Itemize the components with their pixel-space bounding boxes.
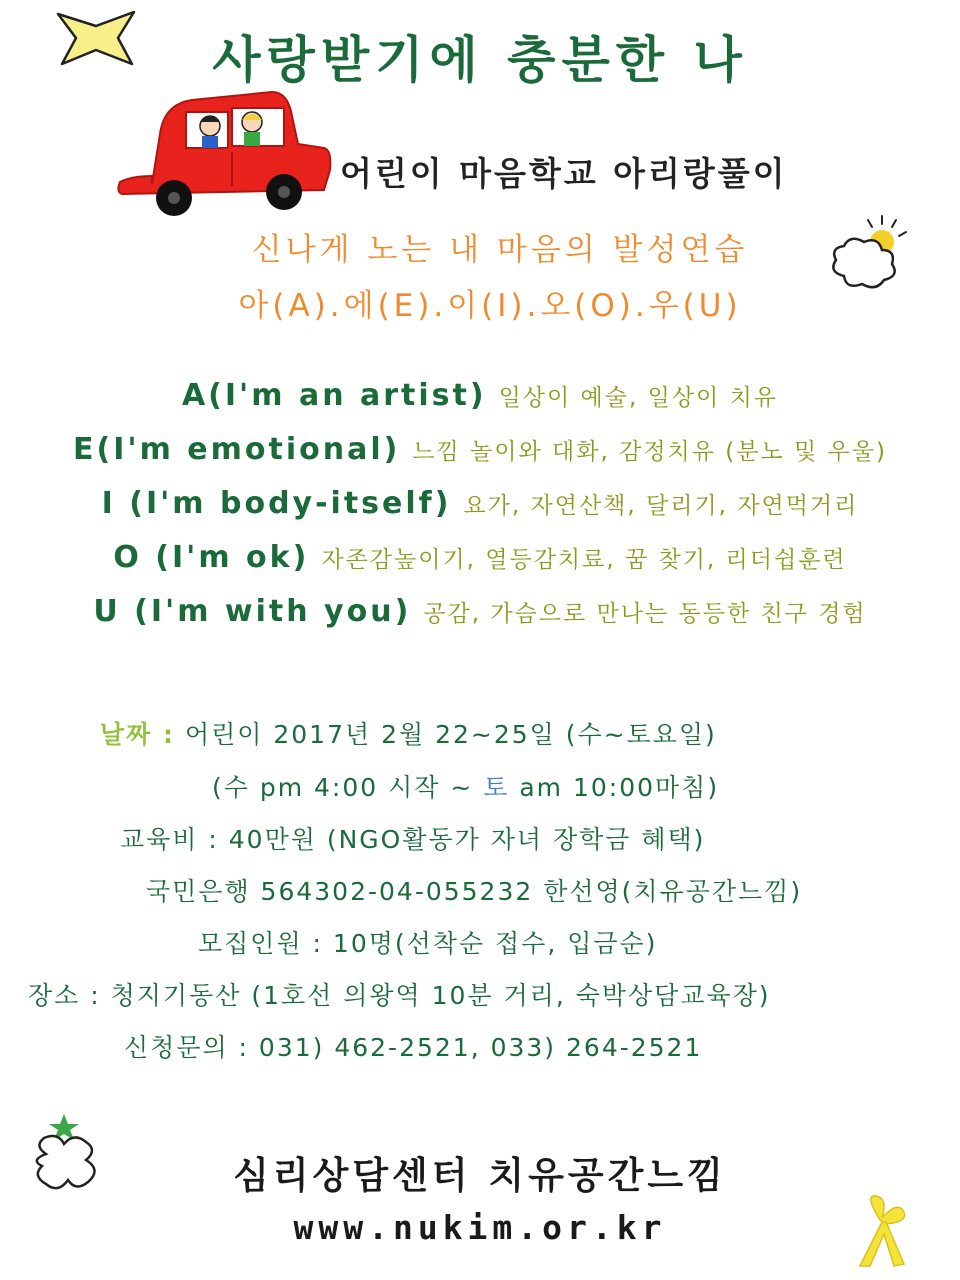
program-row-e xyxy=(0,432,960,467)
date-line xyxy=(100,715,717,751)
program-key: U (I'm with you) xyxy=(93,594,412,629)
program-row-a xyxy=(0,378,960,413)
date-value: 어린이 2017년 2월 22~25일 (수~토요일) xyxy=(184,720,717,749)
star-highlight xyxy=(483,768,509,804)
time-line xyxy=(212,768,719,804)
orange-slogan-line: 신나게 노는 내 마음의 발성연습 xyxy=(251,232,749,268)
subtitle: 어린이 마음학교 아리랑풀이 xyxy=(340,154,788,193)
program-desc: 자존감높이기, 열등감치료, 꿈 찾기, 리더쉽훈련 xyxy=(321,547,847,573)
time-start: (수 pm 4:00 시작 ~ xyxy=(212,773,484,802)
program-desc: 느낌 놀이와 대화, 감정치유 (분노 및 우울) xyxy=(412,439,887,465)
poster-title: 사랑받기에 충분한 나 xyxy=(212,31,748,89)
recruit-line: 모집인원 : 10명(선착순 접수, 입금순) xyxy=(198,929,658,958)
yellow-ribbon-icon xyxy=(846,1190,916,1270)
program-row-u xyxy=(0,594,960,629)
program-row-o xyxy=(0,540,960,575)
center-name: 심리상담센터 치유공간느낌 xyxy=(233,1154,727,1197)
date-label: 날짜 : xyxy=(100,720,176,749)
contact-line: 신청문의 : 031) 462-2521, 033) 264-2521 xyxy=(124,1033,703,1062)
website-url[interactable]: www.nukim.or.kr xyxy=(293,1208,667,1247)
program-row-i xyxy=(0,486,960,521)
time-star-day: 토 xyxy=(483,773,510,802)
vowel-line: 아(A).에(E).이(I).오(O).우(U) xyxy=(238,288,742,324)
program-desc: 요가, 자연산책, 달리기, 자연먹거리 xyxy=(463,493,859,519)
fee-line: 교육비 : 40만원 (NGO활동가 자녀 장학금 혜택) xyxy=(120,825,706,854)
place-line: 장소 : 청지기동산 (1호선 의왕역 10분 거리, 숙박상담교육장) xyxy=(28,981,771,1010)
program-key: E(I'm emotional) xyxy=(73,432,401,467)
time-end: am 10:00마침) xyxy=(509,773,720,802)
bank-line: 국민은행 564302-04-055232 한선영(치유공간느낌) xyxy=(146,877,803,906)
program-key: A(I'm an artist) xyxy=(181,378,487,413)
program-desc: 공감, 가슴으로 만나는 동등한 친구 경험 xyxy=(423,601,867,627)
program-key: O (I'm ok) xyxy=(113,540,310,575)
car-illustration xyxy=(112,86,334,222)
program-key: I (I'm body-itself) xyxy=(101,486,452,521)
program-desc: 일상이 예술, 일상이 치유 xyxy=(498,385,779,411)
